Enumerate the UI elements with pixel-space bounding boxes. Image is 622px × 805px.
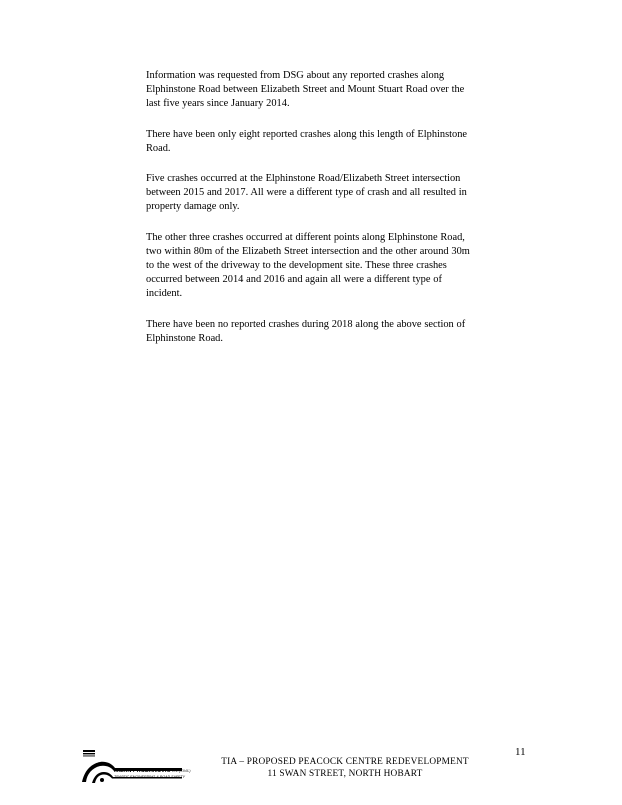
text-line: to the west of the driveway to the development site. These three crashes	[146, 260, 447, 272]
logo-name	[114, 768, 191, 774]
paragraph-intersection-crashes	[146, 172, 521, 215]
footer-line-address: 11 SWAN STREET, NORTH HOBART	[267, 768, 423, 779]
text-line: Elphinstone Road between Elizabeth Street and Mount Stuart Road over the	[146, 84, 465, 96]
company-logo	[80, 746, 191, 788]
logo-name-text: MILAN PRODANOVIC	[114, 768, 171, 774]
text-line: Information was requested from DSG about any reported crashes along	[146, 70, 445, 81]
text-line: incident.	[146, 288, 183, 300]
text-line: There have been only eight reported crashes along this length of Elphinstone	[146, 128, 468, 140]
logo-tagline: TRAFFIC ENGINEERING & ROAD SAFETY	[114, 775, 186, 779]
body-text	[146, 69, 521, 362]
text-line: Road.	[146, 142, 171, 154]
text-line: Elphinstone Road.	[146, 332, 223, 344]
text-line: last five years since January 2014.	[146, 98, 290, 110]
text-line: occurred between 2014 and 2016 and again all were a different type of	[146, 274, 442, 286]
footer-line-project: TIA – PROPOSED PEACOCK CENTRE REDEVELOPMENT	[221, 757, 469, 767]
page-number: 11	[515, 746, 526, 758]
text-line: The other three crashes occurred at different points along Elphinstone Road,	[146, 231, 465, 243]
logo-mark-icon	[80, 746, 185, 788]
footer-title	[195, 757, 495, 780]
paragraph-crash-count	[146, 128, 521, 156]
text-line: Five crashes occurred at the Elphinstone Road/Elizabeth Street intersection	[146, 173, 461, 185]
paragraph-other-crashes	[146, 231, 521, 302]
text-line: There have been no reported crashes during 2018 along the above section of	[146, 318, 466, 330]
text-line: property damage only.	[146, 201, 240, 213]
paragraph-2018-crashes	[146, 318, 521, 346]
paragraph-crash-data-request	[146, 69, 521, 112]
logo-suffix-text: B.E.(CIVIL)	[172, 769, 191, 773]
text-line: between 2015 and 2017. All were a different type of crash and all resulted in	[146, 187, 467, 199]
text-line: two within 80m of the Elizabeth Street intersection and the other around 30m	[146, 245, 470, 257]
